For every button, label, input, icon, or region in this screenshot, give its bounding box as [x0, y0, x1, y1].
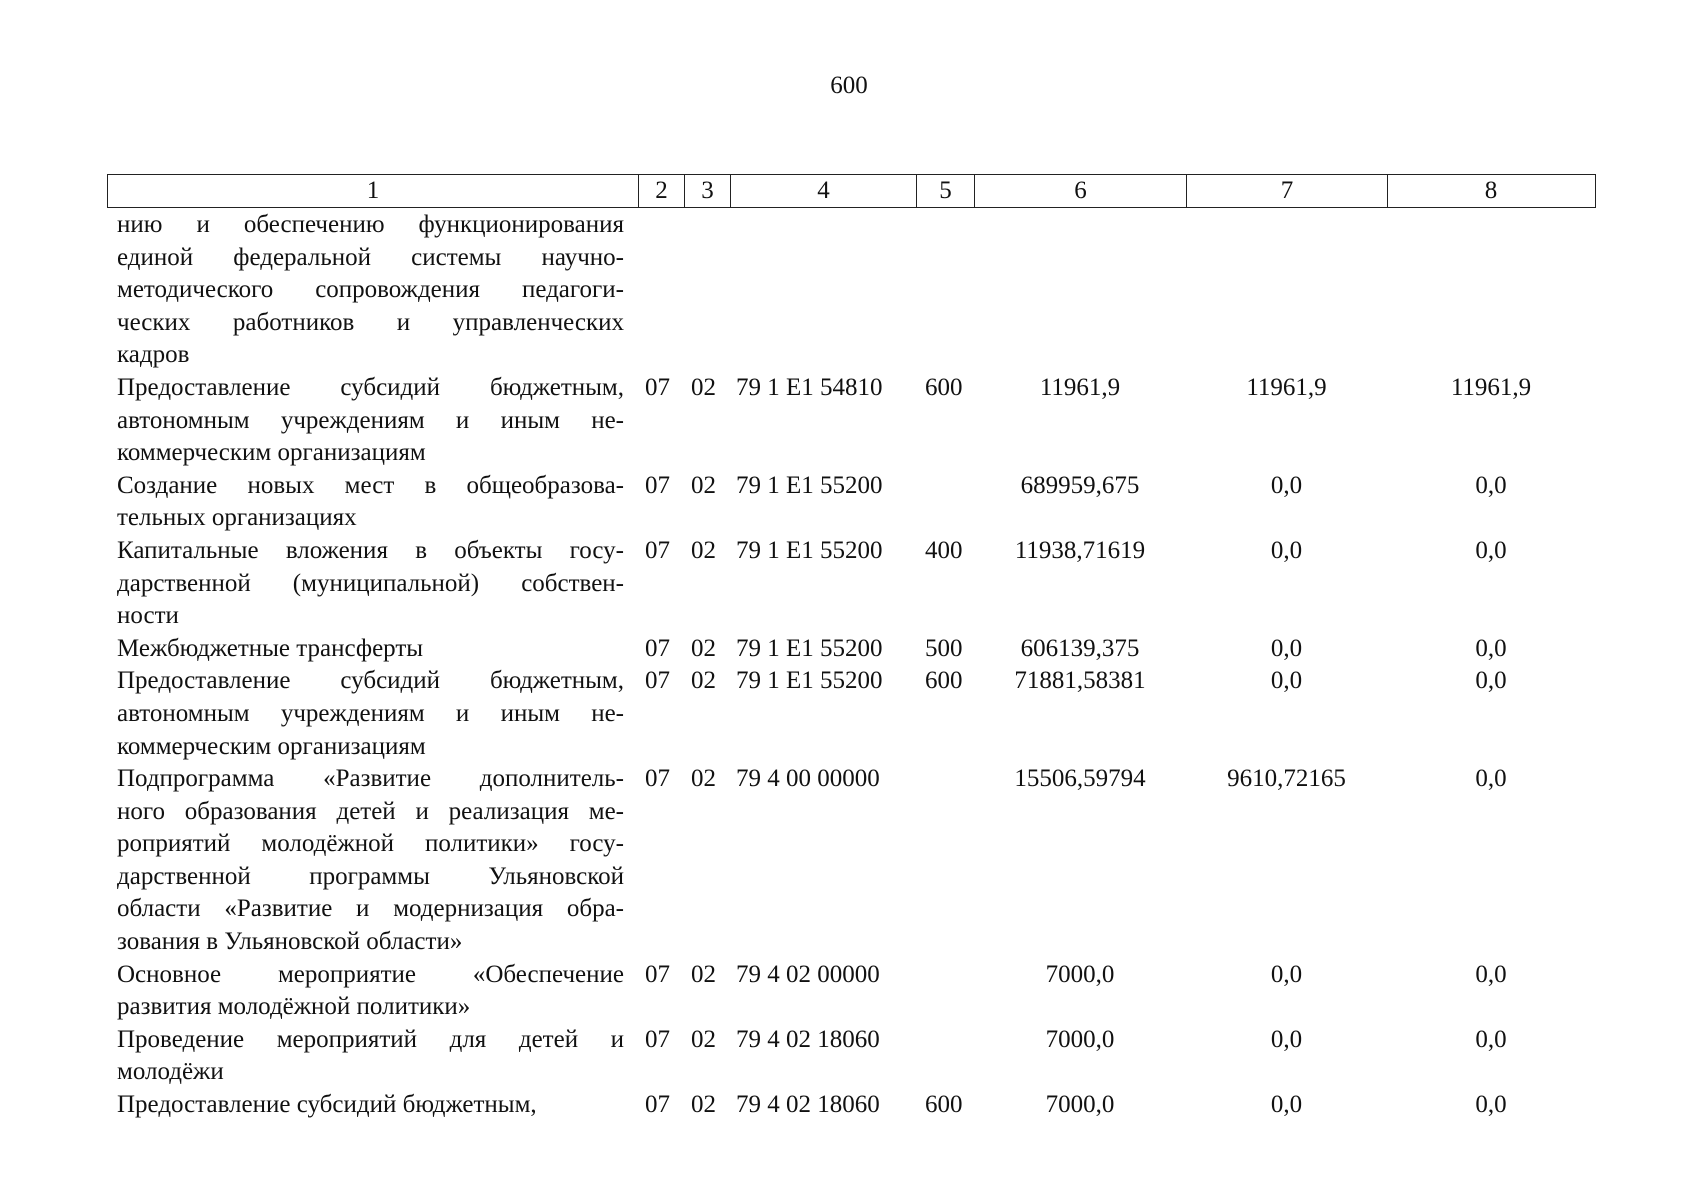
cell-c4: 79 1 E1 55200: [736, 471, 883, 499]
table-row: [0, 1024, 1698, 1089]
description-line: Основное мероприятие «Обеспечение: [117, 960, 624, 988]
description-line: единой федеральной системы научно-: [117, 243, 624, 271]
cell-c2: 07: [645, 960, 670, 988]
cell-c3: 02: [691, 634, 716, 662]
cell-c3: 02: [691, 471, 716, 499]
description-line: зования в Ульяновской области»: [117, 928, 463, 956]
description-line: ческих работников и управленческих: [117, 308, 624, 336]
cell-c3: 02: [691, 960, 716, 988]
header-col-8: 8: [1484, 177, 1498, 204]
cell-c7: 0,0: [1270, 634, 1303, 662]
cell-c5: 600: [925, 667, 963, 695]
cell-c3: 02: [691, 1091, 716, 1119]
row-description: [117, 372, 624, 470]
cell-c3: 02: [691, 1025, 716, 1053]
cell-c3: 02: [691, 373, 716, 401]
cell-c6: 7000,0: [1045, 1025, 1115, 1053]
table-row: [0, 633, 1698, 666]
cell-c2: 07: [645, 765, 670, 793]
cell-c3: 02: [691, 765, 716, 793]
cell-c7: 0,0: [1270, 1091, 1303, 1119]
header-col-4: 4: [731, 175, 917, 207]
page-number: 600: [830, 72, 868, 99]
cell-c7: 0,0: [1270, 960, 1303, 988]
description-line: Создание новых мест в общеобразова-: [117, 471, 624, 499]
cell-c2: 07: [645, 536, 670, 564]
cell-c8: 0,0: [1475, 960, 1507, 988]
cell-c4: 79 4 02 18060: [736, 1091, 880, 1119]
cell-c8: 0,0: [1475, 765, 1507, 793]
cell-c7: 0,0: [1270, 471, 1303, 499]
description-line: коммерческим организациям: [117, 732, 426, 760]
description-line: Предоставление субсидий бюджетным,: [117, 1091, 537, 1119]
description-line: тельных организациях: [117, 504, 357, 532]
table-row: [0, 1089, 1698, 1122]
cell-c2: 07: [645, 667, 670, 695]
row-description: [117, 763, 624, 959]
cell-c2: 07: [645, 1091, 670, 1119]
description-line: автономным учреждениям и иным не-: [117, 699, 624, 727]
cell-c4: 79 4 02 00000: [736, 960, 880, 988]
description-line: области «Развитие и модернизация обра-: [117, 895, 624, 923]
table-row: [0, 763, 1698, 959]
description-line: роприятий молодёжной политики» госу-: [117, 830, 624, 858]
cell-c6: 7000,0: [1045, 1091, 1115, 1119]
table-row: [0, 372, 1698, 470]
cell-c8: 0,0: [1475, 471, 1507, 499]
table-row: [0, 959, 1698, 1024]
cell-c2: 07: [645, 373, 670, 401]
cell-c6: 71881,58381: [1014, 667, 1146, 695]
row-description: [117, 633, 624, 666]
header-col-2: 2: [639, 175, 685, 207]
description-line: нию и обеспечению функционирования: [117, 211, 624, 238]
cell-c5: 500: [925, 634, 963, 662]
cell-c6: 606139,375: [1020, 634, 1140, 662]
description-line: ности: [117, 602, 179, 630]
description-line: коммерческим организациям: [117, 439, 426, 467]
cell-c2: 07: [645, 1025, 670, 1053]
row-description: [117, 959, 624, 1024]
cell-c8: 0,0: [1475, 536, 1507, 564]
description-line: дарственной (муниципальной) собствен-: [117, 569, 624, 597]
description-line: кадров: [117, 341, 190, 369]
cell-c6: 7000,0: [1045, 960, 1115, 988]
description-line: молодёжи: [117, 1058, 224, 1086]
cell-c8: 0,0: [1475, 1025, 1507, 1053]
cell-c4: 79 4 00 00000: [736, 765, 880, 793]
description-line: Предоставление субсидий бюджетным,: [117, 373, 624, 401]
row-description: [117, 535, 624, 633]
cell-c8: 0,0: [1475, 1091, 1507, 1119]
cell-c2: 07: [645, 471, 670, 499]
cell-c2: 07: [645, 634, 670, 662]
row-description: [117, 665, 624, 763]
cell-c4: 79 1 E1 55200: [736, 536, 883, 564]
description-line: Подпрограмма «Развитие дополнитель-: [117, 765, 624, 793]
description-line: Межбюджетные трансферты: [117, 634, 424, 662]
row-description: [117, 1089, 624, 1122]
table-row: [0, 209, 1698, 372]
cell-c5: 600: [925, 1091, 963, 1119]
cell-c8: 0,0: [1475, 667, 1507, 695]
cell-c6: 11938,71619: [1014, 536, 1146, 564]
cell-c5: 600: [925, 373, 963, 401]
cell-c7: 0,0: [1270, 667, 1303, 695]
row-description: [117, 1024, 624, 1089]
cell-c6: 15506,59794: [1014, 765, 1146, 793]
header-col-7: 7: [1187, 175, 1388, 207]
description-line: Проведение мероприятий для детей и: [117, 1025, 624, 1053]
description-line: Предоставление субсидий бюджетным,: [117, 667, 624, 695]
cell-c4: 79 4 02 18060: [736, 1025, 880, 1053]
cell-c6: 11961,9: [1039, 373, 1121, 401]
cell-c7: 11961,9: [1246, 373, 1327, 401]
cell-c6: 689959,675: [1020, 471, 1140, 499]
row-description: [117, 209, 624, 372]
table-row: [0, 535, 1698, 633]
description-line: Капитальные вложения в объекты госу-: [117, 536, 624, 564]
cell-c7: 0,0: [1270, 536, 1303, 564]
cell-c8: 11961,9: [1450, 373, 1532, 401]
table-body: [0, 209, 1698, 1122]
header-col-1: 1: [108, 175, 639, 207]
cell-c7: 0,0: [1270, 1025, 1303, 1053]
description-line: ного образования детей и реализация ме-: [117, 797, 624, 825]
cell-c4: 79 1 E1 54810: [736, 373, 883, 401]
header-col-5: 5: [917, 175, 975, 207]
header-col-6: 6: [975, 175, 1187, 207]
header-col-3: 3: [685, 175, 731, 207]
description-line: развития молодёжной политики»: [117, 993, 471, 1021]
table-header: [107, 174, 1596, 208]
cell-c4: 79 1 E1 55200: [736, 667, 883, 695]
cell-c4: 79 1 E1 55200: [736, 634, 883, 662]
description-line: методического сопровождения педагоги-: [117, 276, 624, 304]
table-row: [0, 665, 1698, 763]
cell-c3: 02: [691, 536, 716, 564]
cell-c5: 400: [925, 536, 963, 564]
cell-c7: 9610,72165: [1227, 765, 1346, 793]
cell-c3: 02: [691, 667, 716, 695]
table-row: [0, 470, 1698, 535]
cell-c8: 0,0: [1475, 634, 1507, 662]
row-description: [117, 470, 624, 535]
description-line: автономным учреждениям и иным не-: [117, 406, 624, 434]
description-line: дарственной программы Ульяновской: [117, 862, 624, 890]
